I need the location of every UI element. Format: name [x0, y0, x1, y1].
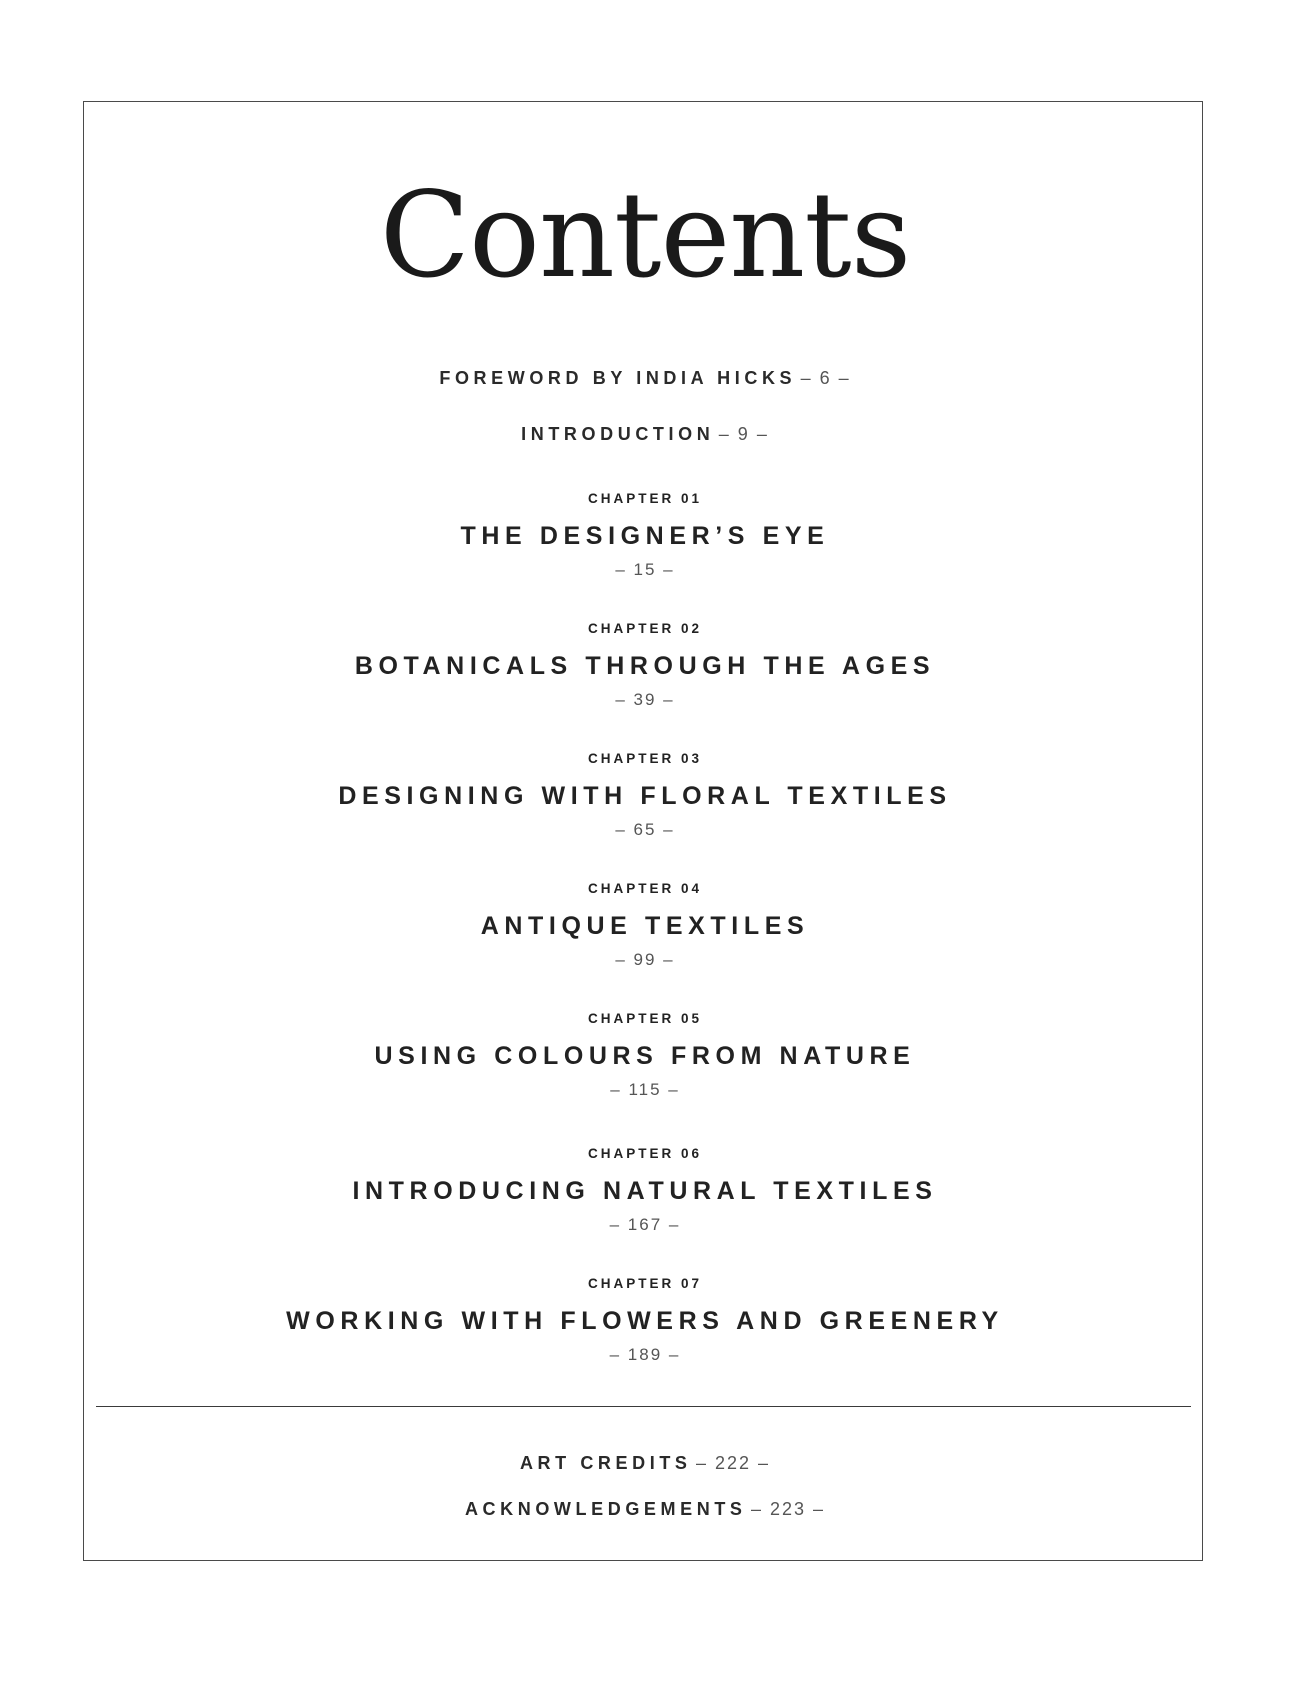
- toc-entry-page: – 6 –: [800, 368, 851, 388]
- toc-entry-label: ACKNOWLEDGEMENTS: [464, 1499, 747, 1519]
- section-divider: [96, 1406, 1191, 1407]
- chapter-title: ANTIQUE TEXTILES: [480, 912, 810, 940]
- chapter-page: – 167 –: [609, 1215, 681, 1234]
- toc-entry-label: INTRODUCTION: [521, 424, 715, 444]
- chapter-number: CHAPTER 03: [587, 751, 703, 766]
- chapter-title: INTRODUCING NATURAL TEXTILES: [352, 1177, 938, 1205]
- chapter-number: CHAPTER 02: [587, 621, 703, 636]
- page-title: Contents: [379, 166, 911, 304]
- chapter-title: THE DESIGNER’S EYE: [460, 522, 830, 550]
- chapter-title: WORKING WITH FLOWERS AND GREENERY: [286, 1307, 1004, 1335]
- chapter-number: CHAPTER 05: [587, 1011, 703, 1026]
- toc-entry-art-credits[interactable]: [0, 1453, 1290, 1474]
- chapter-title: USING COLOURS FROM NATURE: [374, 1042, 916, 1070]
- chapter-page: – 189 –: [609, 1345, 681, 1364]
- toc-entry-page: – 223 –: [750, 1499, 826, 1519]
- chapter-number: CHAPTER 04: [587, 881, 703, 896]
- chapter-number: CHAPTER 01: [587, 491, 703, 506]
- chapter-title: DESIGNING WITH FLORAL TEXTILES: [338, 782, 952, 810]
- chapter-page: – 115 –: [610, 1080, 680, 1099]
- toc-entry-introduction[interactable]: [0, 424, 1290, 445]
- chapter-number: CHAPTER 06: [587, 1146, 703, 1161]
- chapter-page: – 15 –: [615, 560, 675, 579]
- toc-entry-foreword[interactable]: [0, 368, 1290, 389]
- chapter-title: BOTANICALS THROUGH THE AGES: [354, 652, 936, 680]
- toc-entry-label: ART CREDITS: [519, 1453, 692, 1473]
- chapter-page: – 39 –: [615, 690, 675, 709]
- toc-entry-page: – 222 –: [696, 1453, 771, 1473]
- chapter-number: CHAPTER 07: [587, 1276, 703, 1291]
- chapter-page: – 65 –: [615, 820, 675, 839]
- toc-entry-acknowledgements[interactable]: [0, 1499, 1290, 1520]
- chapter-page: – 99 –: [615, 950, 675, 969]
- toc-entry-label: FOREWORD BY INDIA HICKS: [439, 368, 797, 388]
- toc-entry-page: – 9 –: [718, 424, 769, 444]
